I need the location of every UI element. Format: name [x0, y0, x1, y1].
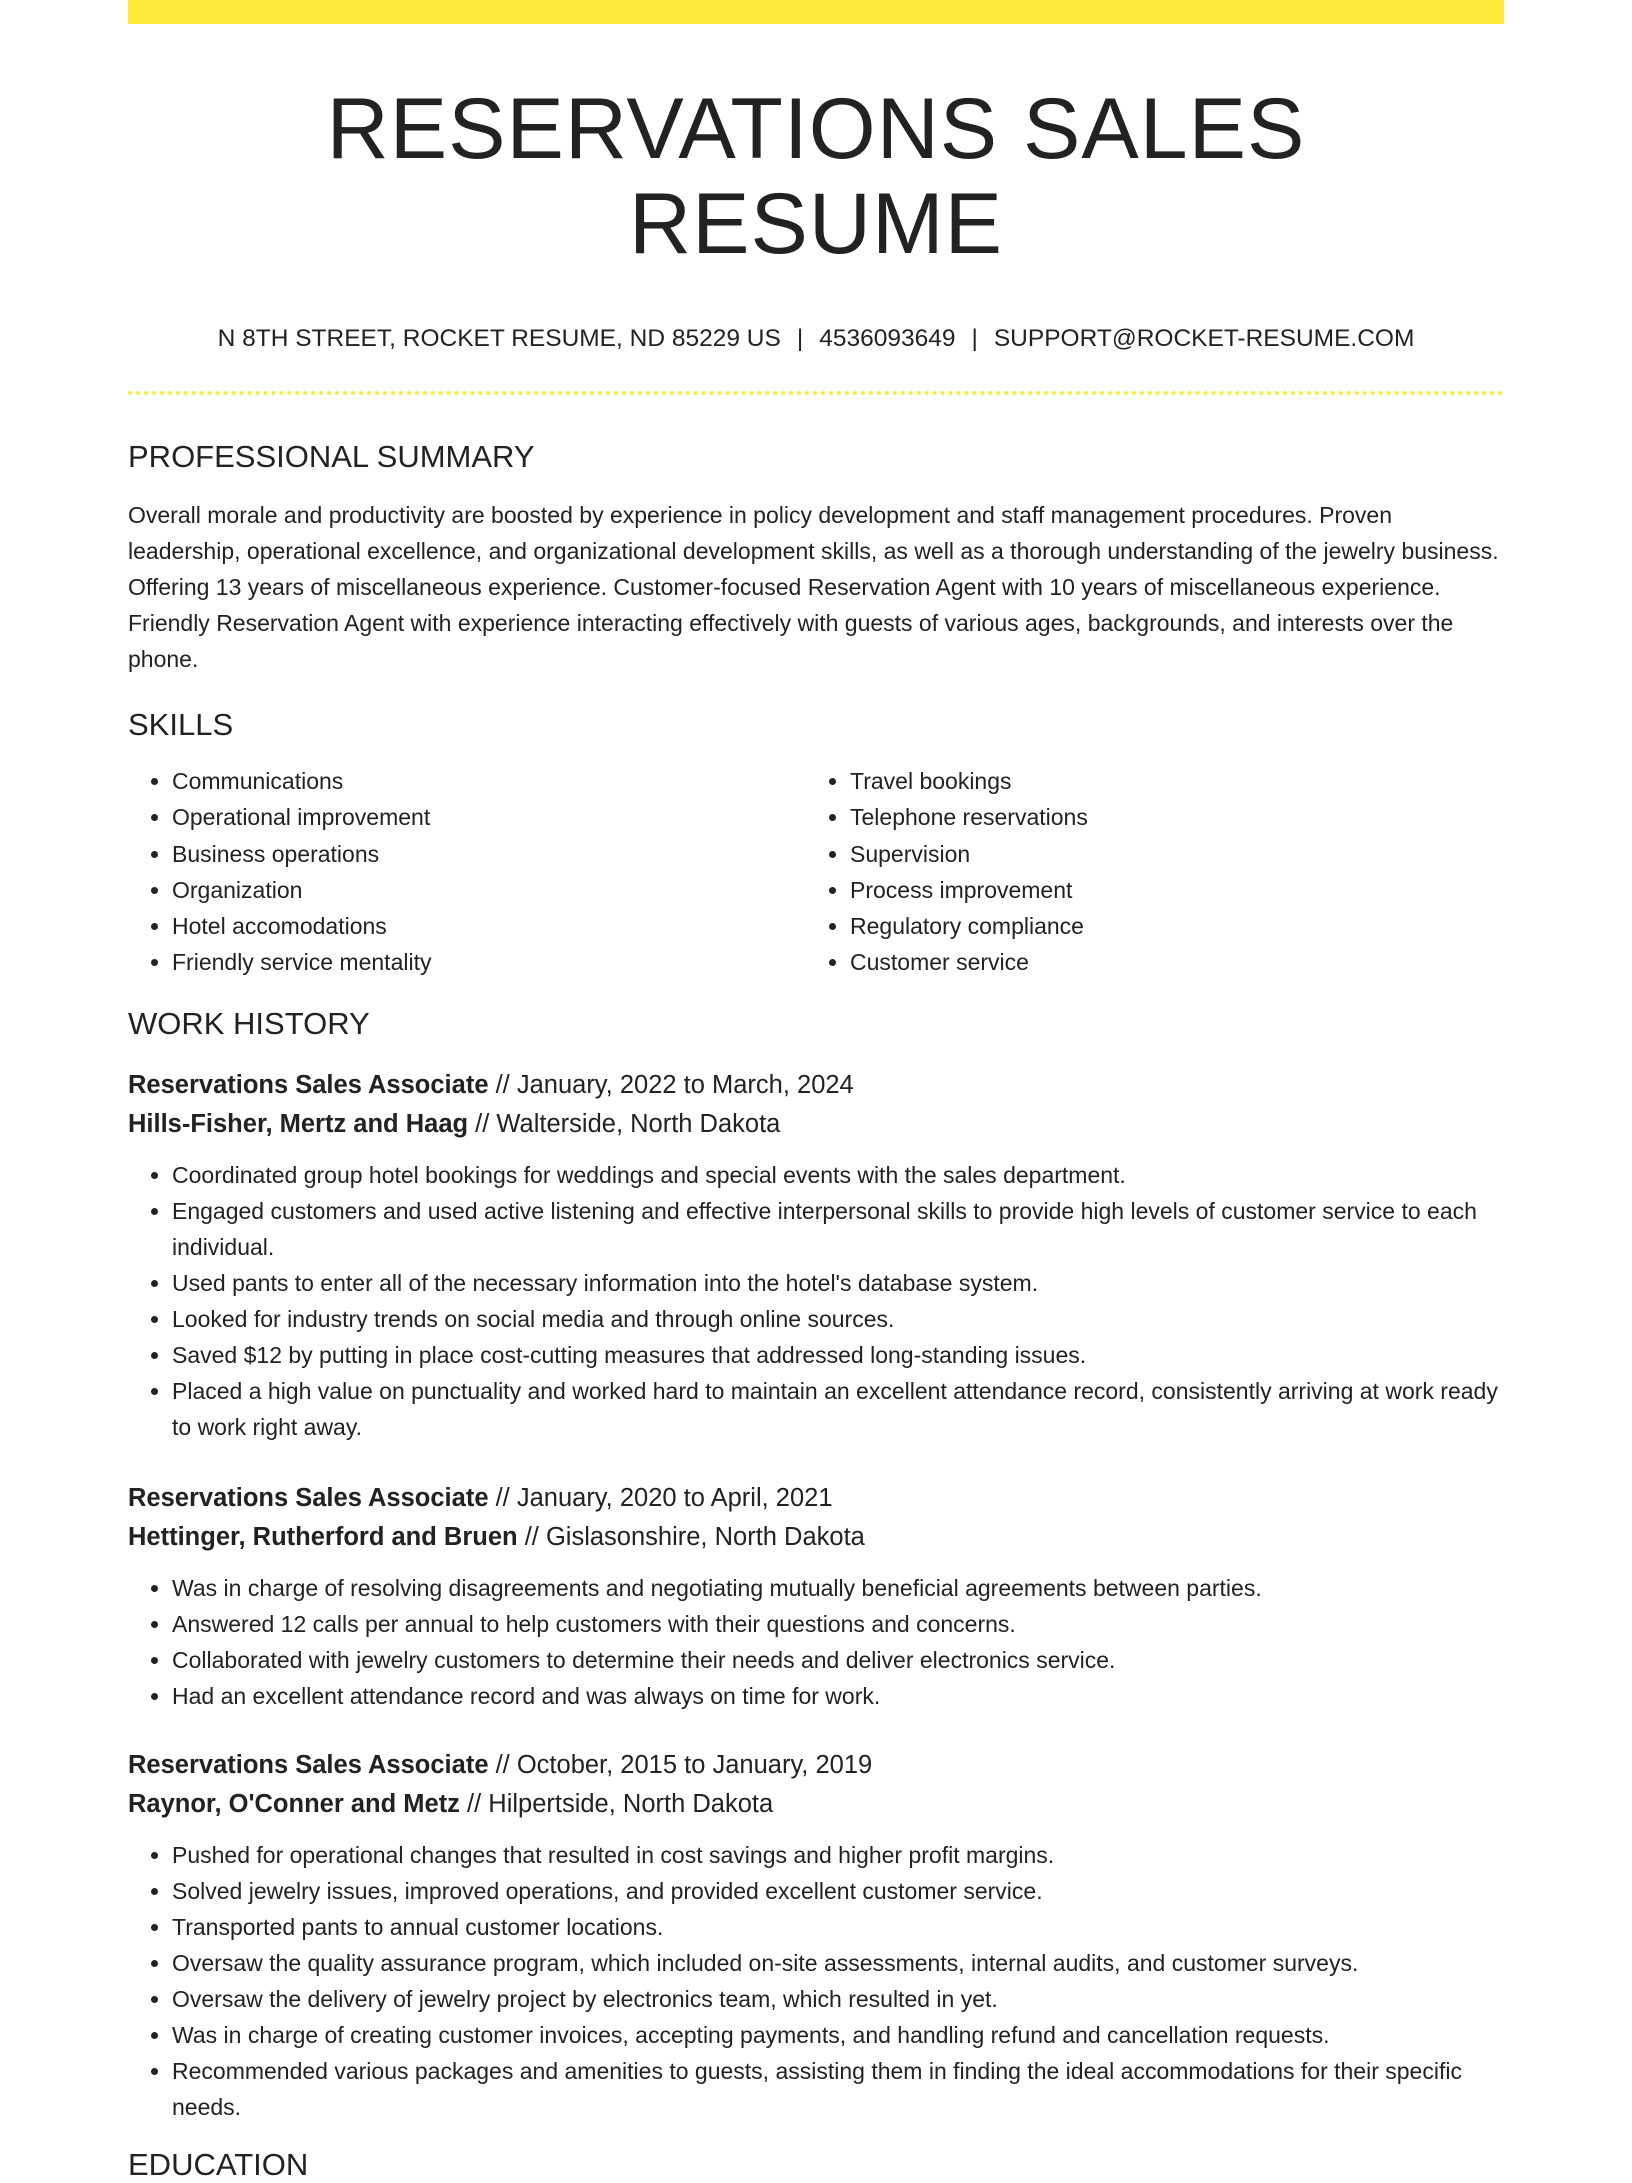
skill-item: • Telephone reservations — [850, 799, 1484, 835]
job-location: // Gislasonshire, North Dakota — [517, 1522, 865, 1551]
summary-text: Overall morale and productivity are boosted by experience in policy development and staff management procedures. Proven leadership, operational excellence, and organizational development skills, as well as a thorough understanding of the jewelry business. Offering 13 years of miscellaneous experience. Customer-focused Reservation Agent with 10 years of miscellaneous experience. Friendly Reservation Agent with experience interacting effectively with guests of various ages, backgrounds, and interests over the phone. — [128, 502, 1499, 673]
job-bullet: • Collaborated with jewelry customers to determine their needs and deliver electronics service. — [172, 1642, 1504, 1678]
job-bullets — [128, 1837, 1504, 2125]
work-history-heading: WORK HISTORY — [128, 1006, 370, 1042]
job-bullet: • Solved jewelry issues, improved operations, and provided excellent customer service. — [172, 1873, 1504, 1909]
job-role: Reservations Sales Associate — [128, 1751, 489, 1780]
job-dates: // January, 2022 to March, 2024 — [488, 1071, 854, 1100]
skill-item: • Operational improvement — [172, 799, 806, 835]
job-bullets — [128, 1157, 1504, 1445]
skill-item: • Business operations — [172, 836, 806, 872]
job-bullet: • Used pants to enter all of the necessary information into the hotel's database system. — [172, 1265, 1504, 1301]
job-company-line — [128, 1105, 1504, 1144]
skill-item: • Friendly service mentality — [172, 944, 806, 980]
job-bullet: • Saved $12 by putting in place cost-cutting measures that addressed long-standing issues. — [172, 1337, 1504, 1373]
skill-item: • Hotel accomodations — [172, 908, 806, 944]
job-dates: // January, 2020 to April, 2021 — [488, 1484, 833, 1513]
job-bullet: • Recommended various packages and amenities to guests, assisting them in finding the ideal accommodations for their specific needs. — [172, 2053, 1504, 2125]
job-entry — [128, 1066, 1504, 1445]
phone-text: 4536093649 — [819, 325, 956, 353]
skill-item: • Travel bookings — [850, 763, 1484, 799]
job-role: Reservations Sales Associate — [128, 1071, 489, 1100]
address-text: N 8TH STREET, ROCKET RESUME, ND 85229 US — [217, 325, 781, 353]
contact-separator: | — [796, 325, 804, 353]
skill-item: • Regulatory compliance — [850, 908, 1484, 944]
job-company: Raynor, O'Conner and Metz — [128, 1789, 460, 1818]
skills-list — [128, 763, 1504, 980]
job-role-line — [128, 1746, 1504, 1785]
job-company: Hills-Fisher, Mertz and Haag — [128, 1109, 469, 1138]
job-dates: // October, 2015 to January, 2019 — [488, 1751, 873, 1780]
job-bullet: • Was in charge of creating customer invoices, accepting payments, and handling refund and cancellation requests. — [172, 2017, 1504, 2053]
job-role: Reservations Sales Associate — [128, 1484, 489, 1513]
job-company-line — [128, 1785, 1504, 1824]
skill-item: • Supervision — [850, 836, 1484, 872]
skill-item: • Customer service — [850, 944, 1484, 980]
job-bullet: • Had an excellent attendance record and was always on time for work. — [172, 1678, 1504, 1714]
job-bullet: • Looked for industry trends on social media and through online sources. — [172, 1301, 1504, 1337]
job-bullet: • Engaged customers and used active listening and effective interpersonal skills to provide high levels of customer service to each individual. — [172, 1193, 1504, 1265]
skill-item: • Communications — [172, 763, 806, 799]
job-bullets — [128, 1570, 1504, 1714]
job-role-line — [128, 1066, 1504, 1105]
contact-line — [128, 325, 1504, 353]
accent-top-bar — [128, 0, 1504, 24]
job-company-line — [128, 1518, 1504, 1557]
summary-heading: PROFESSIONAL SUMMARY — [128, 439, 535, 475]
job-bullet: • Was in charge of resolving disagreements and negotiating mutually beneficial agreements between parties. — [172, 1570, 1504, 1606]
skills-heading: SKILLS — [128, 707, 234, 743]
job-location: // Walterside, North Dakota — [468, 1109, 781, 1138]
email-text: SUPPORT@ROCKET-RESUME.COM — [993, 325, 1415, 353]
job-entry — [128, 1479, 1504, 1714]
skill-item: • Process improvement — [850, 872, 1484, 908]
job-bullet: • Answered 12 calls per annual to help customers with their questions and concerns. — [172, 1606, 1504, 1642]
skill-item: • Organization — [172, 872, 806, 908]
contact-separator: | — [971, 325, 978, 353]
resume-page — [128, 0, 1504, 2183]
job-bullet: • Pushed for operational changes that resulted in cost savings and higher profit margins. — [172, 1837, 1504, 1873]
job-location: // Hilpertside, North Dakota — [459, 1789, 774, 1818]
skills-column-right — [806, 763, 1484, 980]
job-bullet: • Oversaw the quality assurance program, which included on-site assessments, internal audits, and customer surveys. — [172, 1945, 1504, 1981]
skills-column-left — [128, 763, 806, 980]
job-entry — [128, 1746, 1504, 2125]
job-bullet: • Transported pants to annual customer locations. — [172, 1909, 1504, 1945]
job-bullet: • Oversaw the delivery of jewelry project by electronics team, which resulted in yet. — [172, 1981, 1504, 2017]
dotted-divider — [128, 391, 1504, 395]
job-role-line — [128, 1479, 1504, 1518]
resume-title: RESERVATIONS SALES RESUME — [326, 81, 1306, 272]
job-bullet: • Coordinated group hotel bookings for weddings and special events with the sales department. — [172, 1157, 1504, 1193]
job-company: Hettinger, Rutherford and Bruen — [128, 1522, 518, 1551]
education-heading: EDUCATION — [128, 2147, 309, 2183]
job-bullet: • Placed a high value on punctuality and worked hard to maintain an excellent attendance record, consistently arriving at work ready to work right away. — [172, 1373, 1504, 1445]
